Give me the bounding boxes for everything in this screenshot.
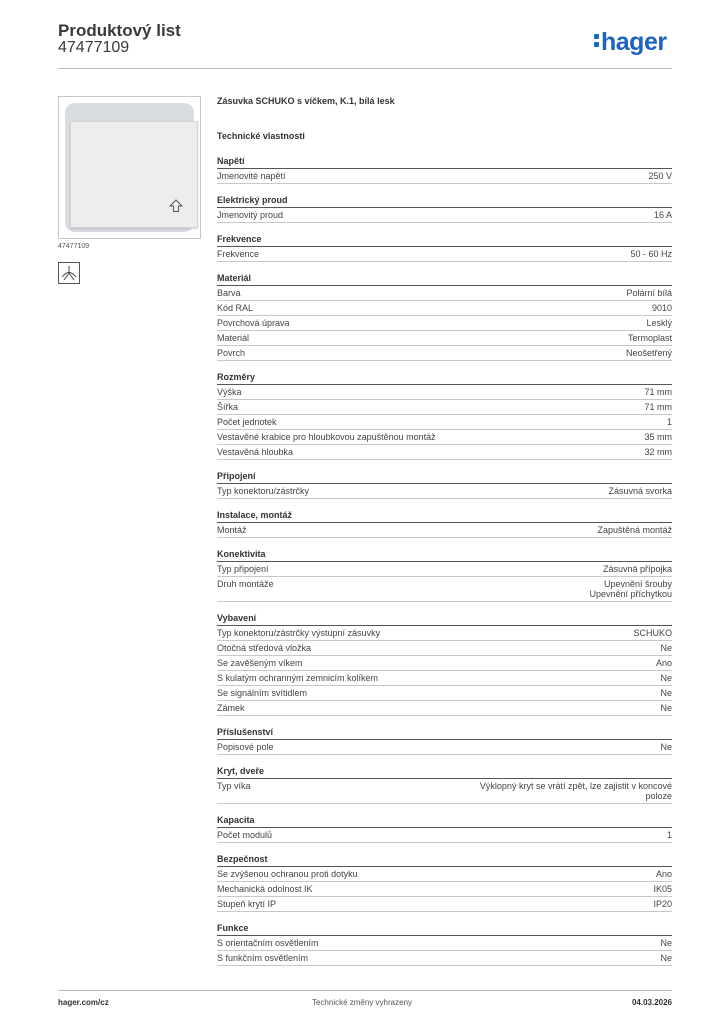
spec-value: 32 mm — [644, 447, 672, 457]
spec-row — [217, 415, 672, 430]
spec-value: Ne — [660, 953, 672, 963]
spec-label: Jmenovité napětí — [217, 171, 286, 181]
socket-lid — [70, 121, 198, 228]
spec-label: Montáž — [217, 525, 247, 535]
spec-section — [217, 814, 672, 843]
spec-value: 250 V — [648, 171, 672, 181]
spec-value: 9010 — [651, 303, 672, 313]
spec-row — [217, 400, 672, 415]
section-title: Konektivita — [217, 548, 672, 562]
spec-value: Ano — [655, 658, 672, 668]
spec-value: Polární bílá — [626, 288, 672, 298]
spec-value: Zapuštěná montáž — [597, 525, 672, 535]
spec-label: Mechanická odolnost IK — [217, 884, 313, 894]
spec-label: Povrchová úprava — [217, 318, 290, 328]
spec-label: Otočná středová vložka — [217, 643, 312, 653]
spec-section — [217, 548, 672, 602]
spec-row — [217, 445, 672, 460]
section-title: Frekvence — [217, 233, 672, 247]
spec-value: Výklopný kryt se vrátí zpět, lze zajistit v koncové poloze — [479, 781, 672, 801]
spec-label: Stupeň krytí IP — [217, 899, 277, 909]
spec-label: Se signálním svítidlem — [217, 688, 308, 698]
section-title: Instalace, montáž — [217, 509, 672, 523]
spec-row — [217, 626, 672, 641]
spec-row — [217, 779, 672, 804]
spec-value: Ne — [660, 703, 672, 713]
product-name: Zásuvka SCHUKO s víčkem, K.1, bílá lesk — [217, 96, 395, 106]
section-title: Funkce — [217, 922, 672, 936]
spec-row — [217, 740, 672, 755]
spec-row — [217, 562, 672, 577]
spec-row — [217, 484, 672, 499]
spec-section — [217, 922, 672, 966]
spec-label: S orientačním osvětlením — [217, 938, 319, 948]
product-number: 47477109 — [58, 39, 130, 56]
spec-value: Lesklý — [646, 318, 672, 328]
spec-section — [217, 155, 672, 184]
spec-value: Zásuvná přípojka — [602, 564, 672, 574]
spec-label: Se zvýšenou ochranou proti dotyku — [217, 869, 358, 879]
spec-row — [217, 897, 672, 912]
spec-value: Ne — [660, 938, 672, 948]
spec-section — [217, 853, 672, 912]
spec-value: IK05 — [653, 884, 672, 894]
spec-value: Termoplast — [627, 333, 672, 343]
spec-value: 50 - 60 Hz — [630, 249, 672, 259]
spec-section — [217, 272, 672, 361]
spec-row — [217, 208, 672, 223]
spec-value: Zásuvná svorka — [608, 486, 672, 496]
spec-label: Popisové pole — [217, 742, 274, 752]
footer-disclaimer: Technické změny vyhrazeny — [311, 998, 413, 1007]
spec-section — [217, 194, 672, 223]
spec-section — [217, 509, 672, 538]
footer-website[interactable]: hager.com/cz — [58, 998, 109, 1007]
spec-sections — [217, 155, 672, 966]
spec-value: 16 A — [653, 210, 672, 220]
spec-section — [217, 726, 672, 755]
spec-label: Jmenovitý proud — [217, 210, 284, 220]
spec-content — [217, 96, 672, 966]
spec-label: Barva — [217, 288, 241, 298]
spec-label: Vestavěná hloubka — [217, 447, 294, 457]
spec-value: 71 mm — [644, 387, 672, 397]
spec-value: Upevnění šrouby Upevnění příchytkou — [589, 579, 672, 599]
spec-value: Ano — [655, 869, 672, 879]
spec-section — [217, 612, 672, 716]
spec-label: Šířka — [217, 402, 239, 412]
section-title: Kapacita — [217, 814, 672, 828]
spec-row — [217, 951, 672, 966]
section-title: Připojení — [217, 470, 672, 484]
spec-value: SCHUKO — [633, 628, 672, 638]
spec-row — [217, 430, 672, 445]
section-title: Napětí — [217, 155, 672, 169]
page-title: Produktový list — [58, 21, 181, 40]
spec-row — [217, 686, 672, 701]
section-title: Rozměry — [217, 371, 672, 385]
socket-symbol-icon — [58, 262, 80, 284]
spec-value: 1 — [666, 830, 672, 840]
spec-label: Počet modulů — [217, 830, 273, 840]
spec-row — [217, 385, 672, 400]
spec-row — [217, 828, 672, 843]
spec-label: Druh montáže — [217, 579, 274, 589]
spec-value: Ne — [660, 742, 672, 752]
spec-row — [217, 523, 672, 538]
spec-row — [217, 316, 672, 331]
arrow-up-icon — [169, 199, 183, 213]
spec-section — [217, 233, 672, 262]
spec-row — [217, 882, 672, 897]
spec-label: Typ připojení — [217, 564, 269, 574]
header-divider — [58, 68, 672, 69]
logo-text: hager — [601, 28, 667, 56]
spec-label: Se zavěšeným víkem — [217, 658, 303, 668]
socket-frame — [65, 103, 194, 232]
spec-label: Typ konektoru/zástrčky — [217, 486, 310, 496]
spec-row — [217, 247, 672, 262]
spec-label: S kulatým ochranným zemnicím kolíkem — [217, 673, 379, 683]
spec-section — [217, 470, 672, 499]
spec-row — [217, 301, 672, 316]
spec-value: Ne — [660, 688, 672, 698]
spec-row — [217, 656, 672, 671]
spec-label: Frekvence — [217, 249, 260, 259]
spec-row — [217, 701, 672, 716]
spec-label: Typ víka — [217, 781, 251, 791]
spec-value: Neošetřený — [625, 348, 672, 358]
spec-value: 1 — [666, 417, 672, 427]
hager-logo[interactable] — [594, 28, 667, 57]
spec-label: Povrch — [217, 348, 246, 358]
spec-row — [217, 169, 672, 184]
spec-label: Počet jednotek — [217, 417, 277, 427]
spec-label: Vestavěné krabice pro hloubkovou zapuštěnou montáž — [217, 432, 436, 442]
tech-title: Technické vlastnosti — [217, 131, 305, 141]
spec-label: Typ konektoru/zástrčky výstupní zásuvky — [217, 628, 381, 638]
footer-divider — [58, 990, 672, 991]
spec-label: Materiál — [217, 333, 250, 343]
spec-row — [217, 346, 672, 361]
spec-label: Zámek — [217, 703, 245, 713]
spec-value: 35 mm — [644, 432, 672, 442]
spec-section — [217, 765, 672, 804]
section-title: Bezpečnost — [217, 853, 672, 867]
section-title: Kryt, dveře — [217, 765, 672, 779]
spec-value: IP20 — [653, 899, 672, 909]
spec-label: S funkčním osvětlením — [217, 953, 309, 963]
spec-value: Ne — [660, 673, 672, 683]
section-title: Vybavení — [217, 612, 672, 626]
footer-date: 04.03.2026 — [631, 998, 672, 1007]
spec-section — [217, 371, 672, 460]
spec-value: 71 mm — [644, 402, 672, 412]
spec-label: Výška — [217, 387, 242, 397]
spec-value: Ne — [660, 643, 672, 653]
spec-row — [217, 331, 672, 346]
spec-row — [217, 641, 672, 656]
section-title: Materiál — [217, 272, 672, 286]
product-id-caption: 47477109 — [58, 243, 90, 250]
spec-row — [217, 867, 672, 882]
spec-row — [217, 577, 672, 602]
product-image — [58, 96, 201, 239]
spec-row — [217, 936, 672, 951]
section-title: Elektrický proud — [217, 194, 672, 208]
logo-dots-icon — [594, 31, 599, 50]
spec-label: Kód RAL — [217, 303, 254, 313]
spec-row — [217, 671, 672, 686]
section-title: Příslušenství — [217, 726, 672, 740]
spec-row — [217, 286, 672, 301]
